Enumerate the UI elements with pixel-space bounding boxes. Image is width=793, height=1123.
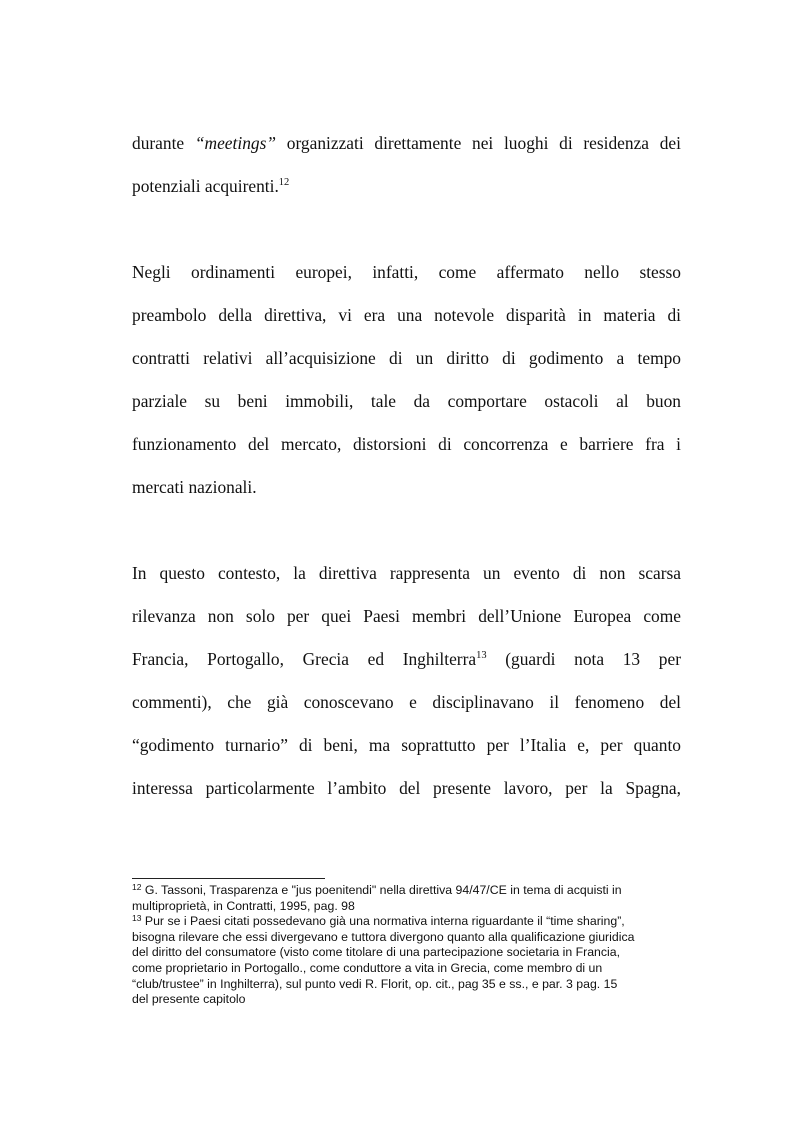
- paragraph-3: [132, 552, 681, 810]
- text-line: funzionamento del mercato, distorsioni di concorrenza e barriere fra i: [132, 434, 681, 454]
- footnote-line: multiproprietà, in Contratti, 1995, pag. 98: [132, 898, 355, 913]
- footnote-number: 12: [132, 882, 142, 892]
- footnote-line: bisogna rilevare che essi divergevano e tuttora divergono quanto alla qualificazione giuridica: [132, 929, 635, 944]
- footnote-line: “club/trustee” in Inghilterra), sul punto vedi R. Florit, op. cit., pag 35 e ss., e par. 3 pag. 15: [132, 976, 618, 991]
- text-line: In questo contesto, la direttiva rappresenta un evento di non scarsa: [132, 563, 681, 583]
- text-line: preambolo della direttiva, vi era una notevole disparità in materia di: [132, 305, 681, 325]
- footnotes: [132, 883, 682, 1008]
- footnote-13: [132, 914, 682, 1008]
- paragraph-2: [132, 251, 681, 509]
- text-line: commenti), che già conoscevano e disciplinavano il fenomeno del: [132, 692, 681, 712]
- text-line: parziale su beni immobili, tale da comportare ostacoli al buon: [132, 391, 681, 411]
- text-line: interessa particolarmente l’ambito del presente lavoro, per la Spagna,: [132, 778, 681, 798]
- text-line: contratti relativi all’acquisizione di un diritto di godimento a tempo: [132, 348, 681, 368]
- text-line: Francia, Portogallo, Grecia ed Inghilterra$^{13}$ (guardi nota 13 per: [132, 649, 681, 669]
- footnote-line: del diritto del consumatore (visto come titolare di una partecipazione societaria in Francia,: [132, 945, 621, 960]
- paragraph-1: [132, 122, 681, 208]
- footnote-line: $^{12}$ G. Tassoni, Trasparenza e "jus poenitendi" nella direttiva 94/47/CE in tema di acquisti in: [132, 882, 622, 897]
- footnote-number: 13: [132, 913, 142, 924]
- body-text: [132, 122, 681, 810]
- footnote-line: del presente capitolo: [132, 992, 246, 1007]
- footnote-ref-12[interactable]: 12: [278, 177, 290, 188]
- footnote-separator: [132, 878, 325, 879]
- footnote-line: $^{13}$ Pur se i Paesi citati possedevano già una normativa interna riguardante il “time sharing”,: [132, 913, 625, 929]
- footnote-ref-13[interactable]: 13: [476, 650, 487, 661]
- text-line: “godimento turnario” di beni, ma soprattutto per l’Italia e, per quanto: [132, 735, 681, 755]
- emphasis-meetings: “meetings”: [194, 133, 277, 153]
- text-line: durante “meetings” organizzati direttamente nei luoghi di residenza dei: [132, 133, 681, 153]
- text-line: rilevanza non solo per quei Paesi membri dell’Unione Europea come: [132, 606, 681, 626]
- footnote-line: come proprietario in Portogallo., come conduttore a vita in Grecia, come membro di un: [132, 960, 603, 975]
- text-line: Negli ordinamenti europei, infatti, come affermato nello stesso: [132, 262, 681, 282]
- footnote-12: [132, 883, 682, 914]
- text-line: potenziali acquirenti.$^{12}$: [132, 176, 290, 196]
- text-line: mercati nazionali.: [132, 477, 257, 497]
